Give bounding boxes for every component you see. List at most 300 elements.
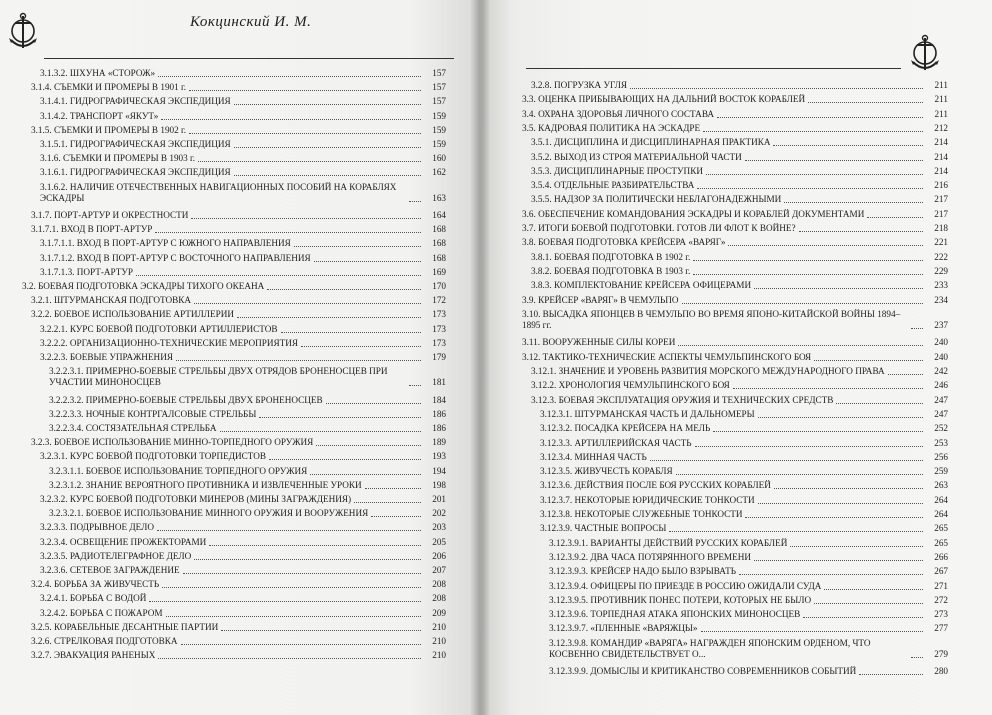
toc-entry	[549, 609, 948, 620]
toc-page-number: 181	[432, 377, 446, 388]
toc-page-number: 273	[934, 609, 948, 620]
toc-page-number: 229	[934, 265, 948, 276]
toc-leader-dots	[867, 217, 923, 218]
toc-entry	[540, 466, 948, 477]
toc-entry	[49, 423, 446, 434]
toc-page-number: 179	[432, 352, 446, 362]
toc-page-number: 186	[432, 423, 446, 433]
toc-entry	[31, 295, 446, 306]
toc-leader-dots	[799, 231, 923, 232]
toc-leader-dots	[189, 133, 421, 134]
toc-entry	[40, 338, 446, 349]
toc-entry-title: 3.1.4.1. ГИДРОГРАФИЧЕСКАЯ ЭКСПЕДИЦИЯ	[40, 96, 231, 107]
toc-entry	[522, 337, 948, 348]
toc-entry-title: 3.12.3.1. ШТУРМАНСКАЯ ЧАСТЬ И ДАЛЬНОМЕРЫ	[540, 408, 755, 419]
toc-leader-dots	[259, 417, 421, 418]
toc-leader-dots	[693, 260, 923, 261]
toc-entry-title: 3.12.3.9.6. ТОРПЕДНАЯ АТАКА ЯПОНСКИХ МИНОНОСЦЕВ	[549, 609, 801, 620]
toc-entry	[549, 638, 948, 660]
toc-page-number: 189	[432, 437, 446, 448]
toc-page-number: 247	[934, 408, 948, 419]
toc-page-number: 252	[934, 423, 948, 434]
toc-entry-title: 3.9. КРЕЙСЕР «ВАРЯГ» В ЧЕМУЛЬПО	[522, 294, 679, 305]
toc-page-number: 157	[432, 82, 446, 93]
toc-entry-title: 3.6. ОБЕСПЕЧЕНИЕ КОМАНДОВАНИЯ ЭСКАДРЫ И КОРАБЛЕЙ ДОКУМЕНТАМИ	[522, 208, 865, 219]
toc-entry	[549, 595, 948, 606]
toc-leader-dots	[162, 587, 421, 588]
toc-page-number: 202	[432, 508, 446, 519]
toc-entry	[522, 295, 948, 306]
toc-leader-dots	[194, 559, 421, 560]
toc-leader-dots	[209, 545, 421, 546]
toc-page-number: 214	[934, 151, 948, 162]
toc-entry-title: 3.1.7. ПОРТ-АРТУР И ОКРЕСТНОСТИ	[31, 210, 189, 220]
toc-page-number: 280	[934, 666, 948, 677]
toc-entry-title: 3.2.3. БОЕВОЕ ИСПОЛЬЗОВАНИЕ МИННО-ТОРПЕДНОГО ОРУЖИЯ	[31, 437, 314, 448]
toc-page-number: 240	[934, 337, 948, 348]
toc-page-number: 267	[934, 566, 948, 577]
toc-page-number: 263	[934, 480, 948, 491]
toc-entry-title: 3.12.3.5. ЖИВУЧЕСТЬ КОРАБЛЯ	[540, 466, 673, 477]
toc-entry	[49, 409, 446, 420]
toc-entry	[531, 137, 948, 148]
toc-entry-title: 3.12.3.9.8. КОМАНДИР «ВАРЯГА» НАГРАЖДЕН ЯПОНСКИМ ОРДЕНОМ, ЧТО КОСВЕННО СВИДЕТЕЛЬСТВУЕТ О...	[549, 637, 871, 659]
toc-entry-title: 3.1.6.1. ГИДРОГРАФИЧЕСКАЯ ЭКСПЕДИЦИЯ	[40, 167, 231, 178]
toc-page-number: 279	[934, 648, 948, 659]
toc-page-number: 218	[934, 223, 948, 233]
toc-entry-title: 3.2.2.1. КУРС БОЕВОЙ ПОДГОТОВКИ АРТИЛЛЕРИСТОВ	[40, 323, 278, 334]
toc-page-number: 173	[432, 337, 446, 348]
toc-entry-title: 3.12.3.2. ПОСАДКА КРЕЙСЕРА НА МЕЛЬ	[540, 423, 711, 434]
toc-page-number: 233	[934, 280, 948, 291]
toc-leader-dots	[808, 102, 923, 103]
toc-page-number: 214	[934, 165, 948, 176]
toc-page-number: 209	[432, 607, 446, 618]
toc-entry	[40, 111, 446, 122]
toc-leader-dots	[149, 601, 421, 602]
toc-page-number: 214	[934, 137, 948, 148]
toc-entry	[40, 238, 446, 249]
toc-leader-dots	[758, 417, 923, 418]
toc-entry-title: 3.3. ОЦЕНКА ПРИБЫВАЮЩИХ НА ДАЛЬНИЙ ВОСТОК КОРАБЛЕЙ	[522, 94, 806, 105]
toc-entry-title: 3.12.3.9. ЧАСТНЫЕ ВОПРОСЫ	[540, 523, 667, 534]
toc-entry-title: 3.2. БОЕВАЯ ПОДГОТОВКА ЭСКАДРЫ ТИХОГО ОКЕАНА	[22, 281, 265, 291]
toc-entry-title: 3.12.3.9.4. ОФИЦЕРЫ ПО ПРИЕЗДЕ В РОССИЮ ОЖИДАЛИ СУДА	[549, 580, 822, 591]
toc-entry	[40, 68, 446, 79]
toc-page-number: 159	[432, 139, 446, 149]
toc-entry	[531, 252, 948, 263]
toc-entry	[540, 423, 948, 434]
toc-leader-dots	[701, 631, 923, 632]
toc-entry	[522, 352, 948, 363]
toc-entry	[31, 437, 446, 448]
toc-entry	[531, 152, 948, 163]
toc-page-number: 162	[432, 167, 446, 178]
toc-leader-dots	[676, 474, 923, 475]
toc-page-number: 242	[934, 366, 948, 376]
toc-page-number: 210	[432, 636, 446, 646]
toc-entry-title: 3.2.3.3. ПОДРЫВНОЕ ДЕЛО	[40, 522, 154, 533]
toc-leader-dots	[158, 658, 421, 659]
toc-leader-dots	[803, 617, 923, 618]
toc-page-number: 198	[432, 479, 446, 490]
toc-page-number: 266	[934, 551, 948, 562]
toc-entry-title: 3.2.5. КОРАБЕЛЬНЫЕ ДЕСАНТНЫЕ ПАРТИИ	[31, 621, 219, 632]
toc-entry-title: 3.2.4.2. БОРЬБА С ПОЖАРОМ	[40, 607, 163, 618]
toc-entry	[531, 395, 948, 406]
toc-entry-title: 3.1.7.1.1. ВХОД В ПОРТ-АРТУР С ЮЖНОГО НАПРАВЛЕНИЯ	[40, 238, 291, 249]
toc-entry	[31, 636, 446, 647]
toc-entry-title: 3.12.3.6. ДЕЙСТВИЯ ПОСЛЕ БОЯ РУССКИХ КОРАБЛЕЙ	[540, 480, 771, 491]
toc-entry	[40, 96, 446, 107]
toc-page-number: 169	[432, 266, 446, 277]
toc-entry-title: 3.1.4.2. ТРАНСПОРТ «ЯКУТ»	[40, 110, 159, 121]
toc-page-number: 207	[432, 565, 446, 575]
toc-entry-title: 3.12.3.9.1. ВАРИАНТЫ ДЕЙСТВИЙ РУССКИХ КОРАБЛЕЙ	[549, 537, 788, 548]
toc-leader-dots	[784, 202, 923, 203]
toc-entry	[31, 82, 446, 93]
toc-page-number: 264	[934, 509, 948, 519]
toc-entry-title: 3.12.3.9.5. ПРОТИВНИК ПОНЕС ПОТЕРИ, КОТОРЫХ НЕ БЫЛО	[549, 594, 812, 605]
toc-leader-dots	[695, 446, 924, 447]
toc-entry-title: 3.10. ВЫСАДКА ЯПОНЦЕВ В ЧЕМУЛЬПО ВО ВРЕМЯ ЯПОНО-КИТАЙСКОЙ ВОЙНЫ 1894–1895 гг.	[522, 308, 901, 330]
toc-entry-title: 3.12.3.9.2. ДВА ЧАСА ПОТЯРЯННОГО ВРЕМЕНИ	[549, 551, 751, 562]
header-rule	[44, 58, 454, 59]
toc-entry-title: 3.12.3.9.9. ДОМЫСЛЫ И КРИТИКАНСТВО СОВРЕМЕННИКОВ СОБЫТИЙ	[549, 666, 857, 677]
toc-leader-dots	[409, 201, 421, 202]
toc-entry	[522, 223, 948, 234]
toc-leader-dots	[267, 289, 421, 290]
toc-leader-dots	[745, 517, 923, 518]
toc-entry-title: 3.2.2.2. ОРГАНИЗАЦИОННО-ТЕХНИЧЕСКИЕ МЕРОПРИЯТИЯ	[40, 337, 298, 348]
toc-leader-dots	[220, 431, 421, 432]
toc-entry-title: 3.2.3.6. СЕТЕВОЕ ЗАГРАЖДЕНИЕ	[40, 565, 180, 575]
header-rule	[526, 68, 901, 69]
toc-leader-dots	[790, 546, 923, 547]
toc-leader-dots	[269, 459, 421, 460]
toc-entry	[531, 266, 948, 277]
toc-page-number: 201	[432, 494, 446, 504]
toc-entry-title: 3.11. ВООРУЖЕННЫЕ СИЛЫ КОРЕИ	[522, 337, 676, 348]
toc-page-number: 160	[432, 153, 446, 164]
toc-entry-title: 3.1.7.1. ВХОД В ПОРТ-АРТУР	[31, 224, 153, 235]
toc-leader-dots	[194, 303, 421, 304]
toc-entry	[522, 109, 948, 120]
toc-leader-dots	[703, 131, 923, 132]
toc-leader-dots	[678, 345, 923, 346]
toc-leader-dots	[158, 76, 421, 77]
toc-leader-dots	[650, 460, 923, 461]
toc-entry	[549, 666, 948, 677]
toc-entry-title: 3.5.4. ОТДЕЛЬНЫЕ РАЗБИРАТЕЛЬСТВА	[531, 180, 695, 191]
right-page	[482, 0, 992, 715]
toc-entry	[31, 125, 446, 136]
toc-page-number: 163	[432, 192, 446, 203]
toc-entry-title: 3.2.3.1.1. БОЕВОЕ ИСПОЛЬЗОВАНИЕ ТОРПЕДНОГО ОРУЖИЯ	[49, 465, 308, 476]
toc-leader-dots	[630, 88, 923, 89]
toc-entry	[540, 523, 948, 534]
toc-entry	[31, 650, 446, 661]
toc-leader-dots	[773, 145, 923, 146]
book-gutter	[470, 0, 490, 715]
toc-entry	[40, 352, 446, 363]
toc-leader-dots	[745, 160, 923, 161]
toc-page-number: 168	[432, 224, 446, 235]
toc-entry-title: 3.7. ИТОГИ БОЕВОЙ ПОДГОТОВКИ. ГОТОВ ЛИ ФЛОТ К ВОЙНЕ?	[522, 223, 796, 233]
toc-leader-dots	[713, 431, 923, 432]
toc-entry	[531, 194, 948, 205]
toc-page-number: 264	[934, 494, 948, 505]
toc-entry-title: 3.8.3. КОМПЛЕКТОВАНИЕ КРЕЙСЕРА ОФИЦЕРАМИ	[531, 280, 752, 291]
toc-page-number: 246	[934, 380, 948, 391]
toc-leader-dots	[888, 374, 923, 375]
toc-leader-dots	[859, 674, 923, 675]
toc-entry-title: 3.5.1. ДИСЦИПЛИНА И ДИСЦИПЛИНАРНАЯ ПРАКТИКА	[531, 137, 771, 148]
toc-entry	[531, 180, 948, 191]
toc-leader-dots	[316, 445, 421, 446]
toc-entry	[22, 281, 446, 292]
toc-leader-dots	[189, 90, 421, 91]
toc-entry	[531, 80, 948, 91]
toc-entry	[40, 593, 446, 604]
toc-entry	[549, 552, 948, 563]
toc-page-number: 164	[432, 210, 446, 220]
toc-leader-dots	[314, 261, 421, 262]
toc-leader-dots	[409, 385, 421, 386]
toc-leader-dots	[281, 332, 421, 333]
toc-entry	[40, 451, 446, 462]
toc-entry-title: 3.2.2. БОЕВОЕ ИСПОЛЬЗОВАНИЕ АРТИЛЛЕРИИ	[31, 309, 234, 320]
toc-entry-title: 3.1.3.2. ШХУНА «СТОРОЖ»	[40, 68, 156, 78]
toc-page-number: 237	[934, 319, 948, 330]
toc-leader-dots	[365, 488, 421, 489]
toc-leader-dots	[157, 530, 421, 531]
toc-entry	[40, 139, 446, 150]
toc-page-number: 211	[934, 94, 948, 105]
toc-leader-dots	[733, 388, 923, 389]
toc-entry	[540, 495, 948, 506]
toc-entry	[540, 509, 948, 520]
toc-page-number: 194	[432, 465, 446, 476]
toc-page-number: 159	[432, 124, 446, 135]
toc-entry-title: 3.12.3.8. НЕКОТОРЫЕ СЛУЖЕБНЫЕ ТОНКОСТИ	[540, 509, 743, 519]
toc-page-number: 221	[934, 237, 948, 248]
toc-page-number: 272	[934, 594, 948, 605]
anchor-emblem-icon	[908, 34, 942, 74]
toc-page-number: 265	[934, 537, 948, 548]
toc-entry	[540, 480, 948, 491]
toc-entry	[522, 309, 948, 331]
toc-entry-title: 3.2.2.3.1. ПРИМЕРНО-БОЕВЫЕ СТРЕЛЬБЫ ДВУХ ОТРЯДОВ БРОНЕНОСЦЕВ ПРИ УЧАСТИИ МИНОНОСЦЕВ	[49, 366, 388, 388]
toc-entry	[531, 280, 948, 291]
toc-entry-title: 3.2.1. ШТУРМАНСКАЯ ПОДГОТОВКА	[31, 295, 192, 306]
toc-page-number: 212	[934, 122, 948, 133]
toc-entry-title: 3.12.1. ЗНАЧЕНИЕ И УРОВЕНЬ РАЗВИТИЯ МОРСКОГО МЕЖДУНАРОДНОГО ПРАВА	[531, 366, 885, 376]
anchor-emblem-icon	[6, 12, 40, 52]
toc-entry-title: 3.2.2.3.3. НОЧНЫЕ КОНТРГАЛСОВЫЕ СТРЕЛЬБЫ	[49, 408, 257, 419]
toc-entry	[31, 579, 446, 590]
toc-leader-dots	[183, 573, 421, 574]
toc-entry-title: 3.2.3.1.2. ЗНАНИЕ ВЕРОЯТНОГО ПРОТИВНИКА И ИЗВЛЕЧЕННЫЕ УРОКИ	[49, 479, 362, 490]
toc-entry	[49, 366, 446, 388]
toc-page-number: 217	[934, 194, 948, 205]
toc-leader-dots	[237, 317, 421, 318]
toc-entry	[549, 538, 948, 549]
toc-leader-dots	[911, 657, 923, 658]
toc-entry-title: 3.2.7. ЭВАКУАЦИЯ РАНЕНЫХ	[31, 650, 156, 661]
toc-leader-dots	[181, 644, 422, 645]
toc-page-number: 168	[432, 238, 446, 249]
toc-entry	[31, 224, 446, 235]
toc-entry	[522, 123, 948, 134]
toc-entry-title: 3.2.3.5. РАДИОТЕЛЕГРАФНОЕ ДЕЛО	[40, 550, 192, 561]
toc-entry-title: 3.2.3.2. КУРС БОЕВОЙ ПОДГОТОВКИ МИНЕРОВ (МИНЫ ЗАГРАЖДЕНИЯ)	[40, 494, 352, 504]
toc-leader-dots	[669, 531, 923, 532]
toc-leader-dots	[814, 360, 923, 361]
toc-entry-title: 3.4. ОХРАНА ЗДОРОВЬЯ ЛИЧНОГО СОСТАВА	[522, 108, 714, 119]
toc-entry	[540, 409, 948, 420]
toc-entry-title: 3.12.3.7. НЕКОТОРЫЕ ЮРИДИЧЕСКИЕ ТОНКОСТИ	[540, 494, 755, 505]
toc-leader-dots	[234, 175, 421, 176]
toc-leader-dots	[717, 117, 923, 118]
toc-leader-dots	[758, 503, 923, 504]
toc-leader-dots	[682, 303, 923, 304]
toc-entry	[40, 253, 446, 264]
toc-entry-title: 3.8. БОЕВАЯ ПОДГОТОВКА КРЕЙСЕРА «ВАРЯГ»	[522, 237, 726, 248]
toc-page-number: 203	[432, 522, 446, 533]
toc-page-number: 173	[432, 309, 446, 320]
toc-leader-dots	[310, 474, 421, 475]
toc-leader-dots	[824, 589, 923, 590]
toc-leader-dots	[301, 346, 421, 347]
toc-entry	[49, 466, 446, 477]
toc-entry	[531, 380, 948, 391]
toc-page-number: 173	[432, 323, 446, 334]
toc-entry	[40, 565, 446, 576]
left-page	[0, 0, 482, 715]
toc-entry	[531, 366, 948, 377]
toc-entry-title: 3.5. КАДРОВАЯ ПОЛИТИКА НА ЭСКАДРЕ	[522, 122, 701, 133]
toc-page-number: 206	[432, 550, 446, 561]
toc-entry	[40, 324, 446, 335]
toc-page-number: 217	[934, 208, 948, 219]
toc-leader-dots	[693, 274, 923, 275]
toc-entry-title: 3.8.1. БОЕВАЯ ПОДГОТОВКА В 1902 г.	[531, 251, 691, 262]
toc-leader-dots	[176, 360, 421, 361]
toc-entry	[40, 267, 446, 278]
toc-entry-title: 3.12.3.9.7. «ПЛЕННЫЕ «ВАРЯЖЦЫ»	[549, 623, 698, 634]
toc-entry	[40, 551, 446, 562]
toc-entry-title: 3.12.3.4. МИННАЯ ЧАСТЬ	[540, 451, 647, 462]
toc-entry-title: 3.1.6. СЪЕМКИ И ПРОМЕРЫ В 1903 г.	[40, 153, 196, 164]
toc-page-number: 259	[934, 466, 948, 477]
toc-entry	[40, 537, 446, 548]
toc-leader-dots	[136, 275, 421, 276]
toc-entry-title: 3.1.4. СЪЕМКИ И ПРОМЕРЫ В 1901 г.	[31, 82, 187, 93]
toc-entry-title: 3.2.3.4. ОСВЕЩЕНИЕ ПРОЖЕКТОРАМИ	[40, 536, 207, 547]
toc-leader-dots	[234, 147, 421, 148]
toc-leader-dots	[354, 502, 421, 503]
toc-entry	[522, 237, 948, 248]
toc-entry-title: 3.2.2.3.2. ПРИМЕРНО-БОЕВЫЕ СТРЕЛЬБЫ ДВУХ БРОНЕНОСЦЕВ	[49, 394, 323, 405]
toc-leader-dots	[166, 616, 421, 617]
toc-leader-dots	[234, 104, 421, 105]
toc-entry	[40, 608, 446, 619]
toc-entry-title: 3.2.8. ПОГРУЗКА УГЛЯ	[531, 80, 627, 90]
toc-page-number: 184	[432, 394, 446, 405]
toc-leader-dots	[161, 119, 421, 120]
toc-leader-dots	[728, 245, 923, 246]
toc-entry	[522, 209, 948, 220]
toc-entry-title: 3.12.3.9.3. КРЕЙСЕР НАДО БЫЛО ВЗРЫВАТЬ	[549, 566, 737, 577]
toc-page-number: 277	[934, 623, 948, 634]
toc-entry-title: 3.2.2.3. БОЕВЫЕ УПРАЖНЕНИЯ	[40, 352, 173, 362]
toc-entry	[40, 182, 446, 204]
toc-entry-title: 3.12.3. БОЕВАЯ ЭКСПЛУАТАЦИЯ ОРУЖИЯ И ТЕХНИЧЕСКИХ СРЕДСТВ	[531, 394, 834, 405]
running-header-author: Кокцинский И. М.	[190, 14, 312, 30]
toc-entry-title: 3.8.2. БОЕВАЯ ПОДГОТОВКА В 1903 г.	[531, 265, 691, 276]
toc-entry-title: 3.1.5.1. ГИДРОГРАФИЧЕСКАЯ ЭКСПЕДИЦИЯ	[40, 139, 231, 149]
toc-entry	[40, 167, 446, 178]
toc-leader-dots	[198, 161, 421, 162]
toc-page-number: 234	[934, 294, 948, 305]
toc-leader-dots	[706, 174, 923, 175]
toc-page-number: 271	[934, 580, 948, 591]
toc-entry	[31, 309, 446, 320]
toc-entry-title: 3.2.2.3.4. СОСТЯЗАТЕЛЬНАЯ СТРЕЛЬБА	[49, 423, 217, 433]
toc-page-number: 205	[432, 536, 446, 547]
toc-page-number: 253	[934, 437, 948, 448]
toc-page-number: 256	[934, 451, 948, 462]
toc-leader-dots	[294, 246, 421, 247]
toc-page-number: 208	[432, 579, 446, 590]
toc-entry-title: 3.12.2. ХРОНОЛОГИЯ ЧЕМУЛЬПИНСКОГО БОЯ	[531, 380, 730, 391]
toc-page-number: 157	[432, 96, 446, 107]
toc-entry	[49, 508, 446, 519]
toc-entry-title: 3.12.3.3. АРТИЛЛЕРИЙСКАЯ ЧАСТЬ	[540, 437, 692, 448]
toc-page-number: 186	[432, 408, 446, 419]
toc-entry-title: 3.1.6.2. НАЛИЧИЕ ОТЕЧЕСТВЕННЫХ НАВИГАЦИОННЫХ ПОСОБИЙ НА КОРАБЛЯХ ЭСКАДРЫ	[40, 181, 397, 203]
toc-entry-title: 3.12. ТАКТИКО-ТЕХНИЧЕСКИЕ АСПЕКТЫ ЧЕМУЛЬПИНСКОГО БОЯ	[522, 351, 812, 362]
toc-entry-title: 3.1.7.1.3. ПОРТ-АРТУР	[40, 266, 133, 277]
toc-page-number: 216	[934, 180, 948, 191]
toc-entry	[49, 480, 446, 491]
toc-page-number: 211	[934, 80, 948, 90]
toc-entry-title: 3.2.4. БОРЬБА ЗА ЖИВУЧЕСТЬ	[31, 579, 160, 590]
toc-entry-title: 3.2.6. СТРЕЛКОВАЯ ПОДГОТОВКА	[31, 636, 178, 646]
toc-entry	[549, 566, 948, 577]
toc-leader-dots	[774, 488, 923, 489]
toc-entry	[40, 522, 446, 533]
toc-leader-dots	[911, 328, 923, 329]
toc-entry	[31, 210, 446, 221]
toc-page-number: 247	[934, 394, 948, 405]
toc-entry	[540, 452, 948, 463]
toc-page-number: 159	[432, 110, 446, 121]
toc-leader-dots	[191, 218, 421, 219]
toc-entry	[40, 153, 446, 164]
toc-entry	[40, 494, 446, 505]
toc-entry	[31, 622, 446, 633]
toc-entry	[49, 395, 446, 406]
toc-entry-title: 3.1.7.1.2. ВХОД В ПОРТ-АРТУР С ВОСТОЧНОГО НАПРАВЛЕНИЯ	[40, 252, 311, 263]
toc-entry-title: 3.1.5. СЪЕМКИ И ПРОМЕРЫ В 1902 г.	[31, 124, 187, 135]
toc-page-number: 222	[934, 251, 948, 262]
toc-leader-dots	[697, 188, 923, 189]
toc-page-number: 193	[432, 451, 446, 462]
toc-page-number: 172	[432, 295, 446, 306]
toc-leader-dots	[754, 288, 923, 289]
